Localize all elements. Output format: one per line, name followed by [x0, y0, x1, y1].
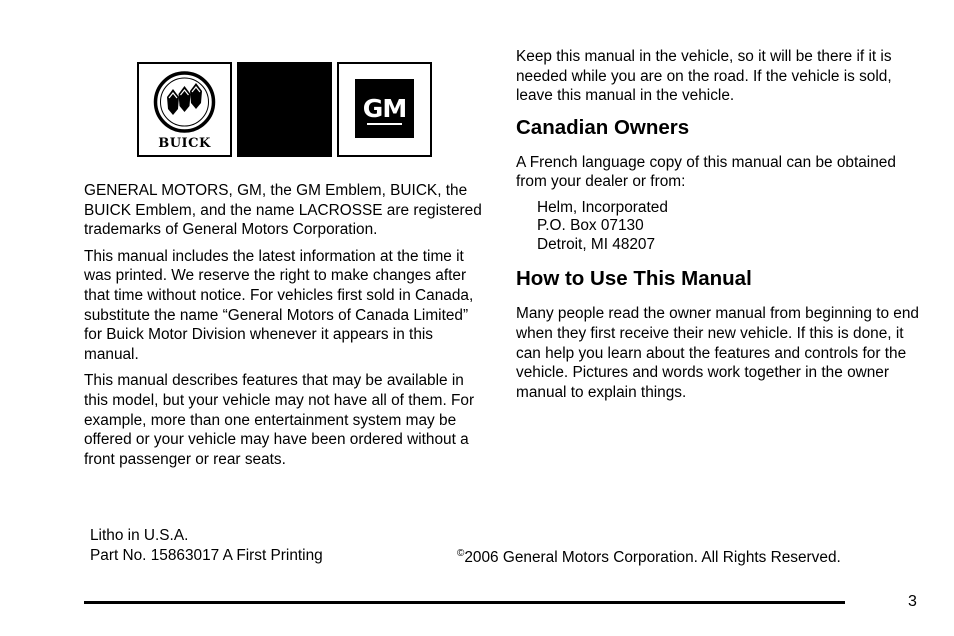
canadian-owners-paragraph: A French language copy of this manual can be obtained from your dealer or from:: [516, 153, 896, 191]
gm-emblem-logo: [337, 62, 432, 157]
footer-rule: [84, 601, 845, 604]
black-panel: [237, 62, 332, 157]
printing-info: [90, 526, 323, 565]
gm-letters: GM: [355, 79, 414, 138]
canadian-owners-heading: Canadian Owners: [516, 115, 690, 139]
copyright-symbol: ©: [457, 548, 465, 559]
address-line: P.O. Box 07130: [537, 217, 644, 235]
page-number: 3: [908, 593, 917, 610]
buick-brand-text: BUICK: [158, 136, 211, 151]
trademark-paragraph: GENERAL MOTORS, GM, the GM Emblem, BUICK, the BUICK Emblem, and the name LACROSSE are registered trademarks of General Motors Corporation.: [84, 182, 482, 239]
features-paragraph: This manual describes features that may be available in this model, but your vehicle may not have all of them. For example, more than one entertainment system may be offered or your vehicle may have been ordered without a front passenger or rear seats.: [84, 372, 475, 468]
logo-strip: [137, 62, 432, 157]
keep-manual-paragraph: Keep this manual in the vehicle, so it will be there if it is needed while you are on the road. If the vehicle is sold, leave this manual in the vehicle.: [516, 48, 892, 105]
address-line: Helm, Incorporated: [537, 198, 668, 216]
buick-shield-icon: [139, 64, 230, 134]
right-column: [516, 47, 921, 409]
latest-info-paragraph: This manual includes the latest information at the time it was printed. We reserve the right to make changes after that time without notice. For vehicles first sold in Canada, substitute the name “General Motors of Canada Limited” for Buick Motor Division whenever it appears in this manual.: [84, 247, 474, 363]
left-column: [84, 181, 484, 476]
litho-text: Litho in U.S.A.: [90, 527, 189, 544]
part-number-text: Part No. 15863017 A First Printing: [90, 546, 323, 564]
buick-emblem-logo: [137, 62, 232, 157]
address-block: [537, 199, 921, 255]
copyright-text: 2006 General Motors Corporation. All Rights Reserved.: [464, 549, 841, 566]
address-line: Detroit, MI 48207: [537, 235, 656, 253]
copyright-notice: [457, 544, 841, 568]
how-to-use-heading: How to Use This Manual: [516, 267, 752, 291]
how-to-use-paragraph: Many people read the owner manual from beginning to end when they first receive their new vehicle. If this is done, it can help you learn about the features and controls for the vehicle. Pictures and words work together in the owner manual to explain things.: [516, 305, 919, 401]
